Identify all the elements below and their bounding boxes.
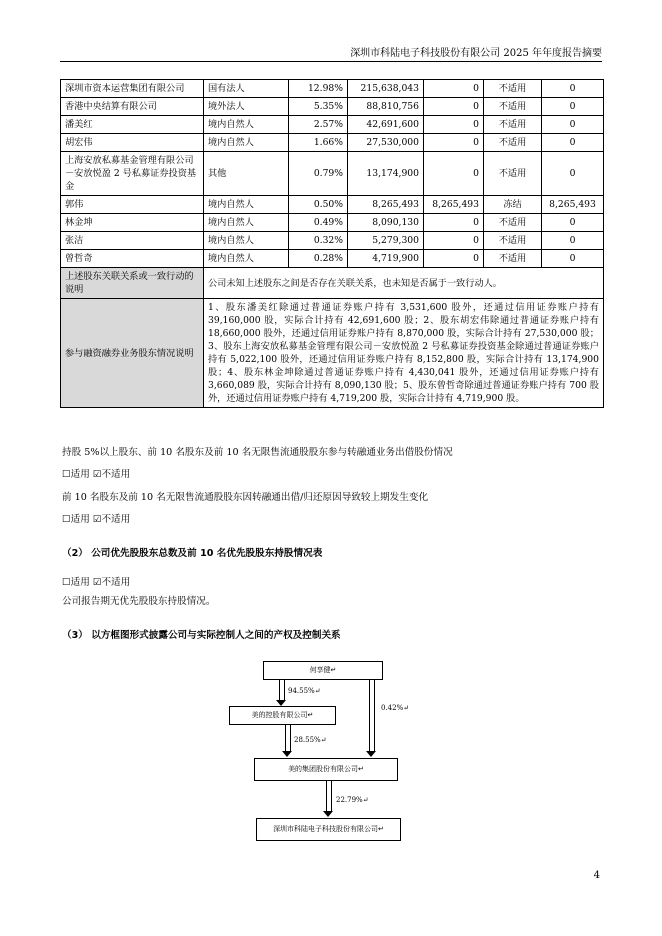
shareholder-count-cell: 0 bbox=[542, 250, 604, 268]
shareholder-name-cell: 上海安放私募基金管理有限公司－安放悦盈 2 号私募证券投资基金 bbox=[61, 152, 204, 196]
group-stake-percentage: 28.55%↵ bbox=[294, 736, 327, 744]
relation-note-label: 上述股东关联关系或一致行动的说明 bbox=[61, 268, 204, 299]
margin-note-row bbox=[61, 299, 604, 408]
shareholder-shares-cell: 13,174,900 bbox=[348, 152, 424, 196]
kelu-company-box: 深圳市科陆电子科技股份有限公司↵ bbox=[256, 818, 401, 841]
table-row bbox=[61, 80, 604, 98]
shareholder-ratio-cell: 0.50% bbox=[289, 196, 348, 214]
shareholder-restricted-cell: 0 bbox=[424, 116, 484, 134]
table-row bbox=[61, 134, 604, 152]
page-number: 4 bbox=[593, 870, 600, 881]
table-row bbox=[61, 250, 604, 268]
shareholder-name-cell: 郭伟 bbox=[61, 196, 204, 214]
relation-note-row bbox=[61, 268, 604, 299]
change-applicability: ☐适用 ☑不适用 bbox=[62, 514, 131, 525]
shareholder-name-cell: 胡宏伟 bbox=[61, 134, 204, 152]
page-header: 深圳市科陆电子科技股份有限公司 2025 年年度报告摘要 bbox=[350, 48, 602, 59]
holding-arrow bbox=[279, 680, 285, 700]
shareholder-ratio-cell: 2.57% bbox=[289, 116, 348, 134]
margin-note-label: 参与融资融券业务股东情况说明 bbox=[61, 299, 204, 408]
shareholder-count-cell: 0 bbox=[542, 134, 604, 152]
shareholder-restricted-cell: 0 bbox=[424, 134, 484, 152]
shareholder-type-cell: 其他 bbox=[204, 152, 289, 196]
shareholder-status-cell: 冻结 bbox=[484, 196, 542, 214]
shareholder-restricted-cell: 8,265,493 bbox=[424, 196, 484, 214]
shareholder-shares-cell: 215,638,043 bbox=[348, 80, 424, 98]
shareholder-type-cell: 境内自然人 bbox=[204, 232, 289, 250]
holding-percentage: 94.55%↵ bbox=[288, 687, 321, 695]
shareholder-type-cell: 境外法人 bbox=[204, 98, 289, 116]
shareholder-type-cell: 境内自然人 bbox=[204, 214, 289, 232]
shareholder-name-cell: 潘美红 bbox=[61, 116, 204, 134]
shareholder-status-cell: 不适用 bbox=[484, 152, 542, 196]
shareholder-type-cell: 境内自然人 bbox=[204, 116, 289, 134]
shareholder-name-cell: 张洁 bbox=[61, 232, 204, 250]
shareholder-ratio-cell: 1.66% bbox=[289, 134, 348, 152]
shareholder-restricted-cell: 0 bbox=[424, 214, 484, 232]
shareholder-restricted-cell: 0 bbox=[424, 232, 484, 250]
shareholder-shares-cell: 4,719,900 bbox=[348, 250, 424, 268]
lending-applicability: ☐适用 ☑不适用 bbox=[62, 469, 131, 480]
shareholder-ratio-cell: 0.28% bbox=[289, 250, 348, 268]
shareholder-type-cell: 国有法人 bbox=[204, 80, 289, 98]
preferred-applicability: ☐适用 ☑不适用 bbox=[62, 577, 131, 588]
shareholder-restricted-cell: 0 bbox=[424, 250, 484, 268]
shareholder-name-cell: 林金坤 bbox=[61, 214, 204, 232]
preferred-statement: 公司报告期无优先股股东持股情况。 bbox=[62, 596, 216, 607]
shareholder-table bbox=[60, 79, 604, 408]
shareholder-shares-cell: 8,090,130 bbox=[348, 214, 424, 232]
shareholder-type-cell: 境内自然人 bbox=[204, 250, 289, 268]
shareholder-shares-cell: 42,691,600 bbox=[348, 116, 424, 134]
shareholder-shares-cell: 5,279,300 bbox=[348, 232, 424, 250]
shareholder-status-cell: 不适用 bbox=[484, 116, 542, 134]
controller-box: 何享健↵ bbox=[263, 661, 383, 680]
shareholder-name-cell: 香港中央结算有限公司 bbox=[61, 98, 204, 116]
group-stake-arrow bbox=[285, 725, 291, 751]
table-row bbox=[61, 232, 604, 250]
table-row bbox=[61, 196, 604, 214]
shareholder-shares-cell: 8,265,493 bbox=[348, 196, 424, 214]
shareholder-name-cell: 曾哲奇 bbox=[61, 250, 204, 268]
direct-stake-percentage: 0.42%↵ bbox=[381, 704, 410, 712]
shareholder-restricted-cell: 0 bbox=[424, 152, 484, 196]
margin-note-text: 1、股东潘美红除通过普通证券账户持有 3,531,600 股外，还通过信用证券账户持有 39,160,000 股，实际合计持有 42,691,600 股；2、股东胡宏伟除通过普通证券账户持有 18,660,000 股外，还通过信用证券账户持有 8,870,000 股，实际合计持有 27,530,000 股；3、股东上海安放私募基金管理有限公司－安放悦盈 2 号私募证券投资基金除通过普通证券账户持有 5,022,100 股外，还通过信用证券账户持有 8,152,800 股，实际合计持有 13,174,900 股；4、股东林金坤除通过普通证券账户持有 4,430,041 股外，还通过信用证券账户持有 3,660,089 股，实际合计持有 8,090,130 股；5、股东曾哲奇除通过普通证券账户持有 700 股外，还通过信用证券账户持有 4,719,200 股，实际合计持有 4,719,900 股。 bbox=[204, 299, 604, 408]
shareholder-status-cell: 不适用 bbox=[484, 134, 542, 152]
shareholder-count-cell: 0 bbox=[542, 80, 604, 98]
shareholder-count-cell: 0 bbox=[542, 152, 604, 196]
shareholder-ratio-cell: 12.98% bbox=[289, 80, 348, 98]
table-row bbox=[61, 98, 604, 116]
shareholder-status-cell: 不适用 bbox=[484, 80, 542, 98]
shareholder-restricted-cell: 0 bbox=[424, 80, 484, 98]
change-paragraph: 前 10 名股东及前 10 名无限售流通股股东因转融通出借/归还原因导致较上期发生变化 bbox=[62, 492, 429, 503]
shareholder-type-cell: 境内自然人 bbox=[204, 134, 289, 152]
shareholder-status-cell: 不适用 bbox=[484, 250, 542, 268]
control-section-heading: （3） 以方框图形式披露公司与实际控制人之间的产权及控制关系 bbox=[62, 630, 341, 641]
relation-note-text: 公司未知上述股东之间是否存在关联关系，也未知是否属于一致行动人。 bbox=[204, 268, 604, 299]
company-stake-percentage: 22.79%↵ bbox=[336, 796, 369, 804]
shareholder-status-cell: 不适用 bbox=[484, 232, 542, 250]
header-divider bbox=[60, 61, 602, 62]
shareholder-ratio-cell: 0.32% bbox=[289, 232, 348, 250]
shareholder-status-cell: 不适用 bbox=[484, 98, 542, 116]
shareholder-ratio-cell: 0.79% bbox=[289, 152, 348, 196]
shareholder-restricted-cell: 0 bbox=[424, 98, 484, 116]
shareholder-count-cell: 0 bbox=[542, 98, 604, 116]
shareholder-status-cell: 不适用 bbox=[484, 214, 542, 232]
shareholder-count-cell: 8,265,493 bbox=[542, 196, 604, 214]
shareholder-ratio-cell: 5.35% bbox=[289, 98, 348, 116]
table-row bbox=[61, 152, 604, 196]
company-stake-arrow bbox=[326, 781, 332, 811]
midea-holding-box: 美的控股有限公司↵ bbox=[229, 706, 336, 725]
table-row bbox=[61, 214, 604, 232]
shareholder-type-cell: 境内自然人 bbox=[204, 196, 289, 214]
midea-group-box: 美的集团股份有限公司↵ bbox=[254, 758, 398, 781]
shareholder-name-cell: 深圳市资本运营集团有限公司 bbox=[61, 80, 204, 98]
shareholder-shares-cell: 88,810,756 bbox=[348, 98, 424, 116]
preferred-section-heading: （2） 公司优先股股东总数及前 10 名优先股股东持股情况表 bbox=[62, 548, 323, 559]
lending-paragraph: 持股 5%以上股东、前 10 名股东及前 10 名无限售流通股股东参与转融通业务出借股份情况 bbox=[62, 447, 453, 458]
shareholder-shares-cell: 27,530,000 bbox=[348, 134, 424, 152]
direct-stake-arrow bbox=[369, 680, 375, 751]
table-row bbox=[61, 116, 604, 134]
shareholder-count-cell: 0 bbox=[542, 232, 604, 250]
shareholder-count-cell: 0 bbox=[542, 214, 604, 232]
shareholder-ratio-cell: 0.49% bbox=[289, 214, 348, 232]
shareholder-count-cell: 0 bbox=[542, 116, 604, 134]
